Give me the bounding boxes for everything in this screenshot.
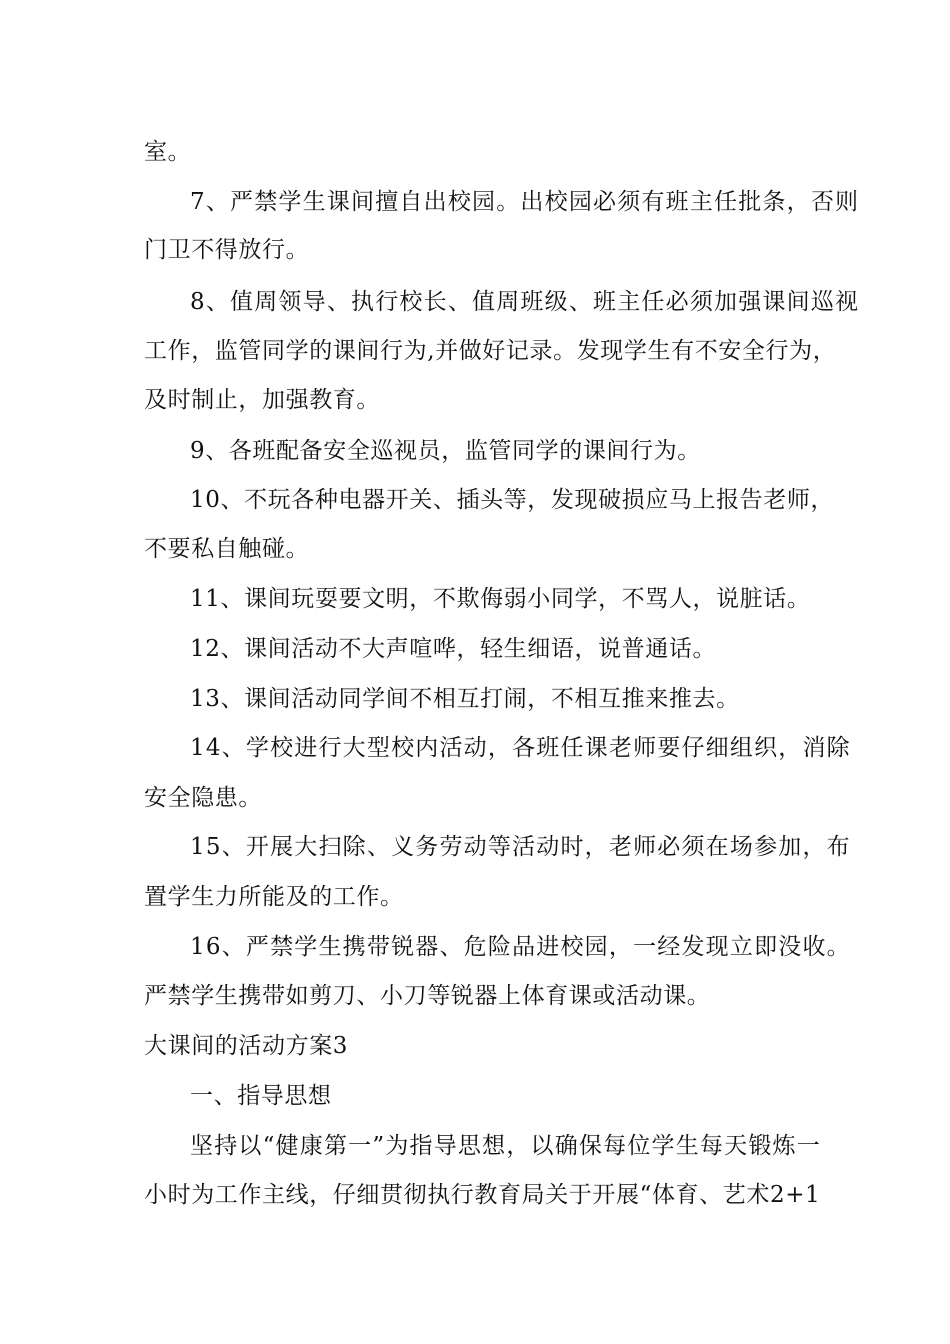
- text-line-4: 8、值周领导、执行校长、值周班级、班主任必须加强课间巡视: [190, 289, 860, 315]
- text-line-5: 工作，监管同学的课间行为,并做好记录。发现学生有不安全行为，: [144, 338, 837, 364]
- text-line-14: 安全隐患。: [144, 785, 262, 811]
- text-line-10: 11、课间玩耍要文明，不欺侮弱小同学，不骂人，说脏话。: [190, 586, 811, 612]
- subsection-heading: 一、指导思想: [190, 1083, 332, 1109]
- text-line-15: 15、开展大扫除、义务劳动等活动时，老师必须在场参加，布: [190, 834, 851, 860]
- text-line-6: 及时制止，加强教育。: [144, 387, 380, 413]
- text-line-16: 置学生力所能及的工作。: [144, 884, 404, 910]
- text-line-12: 13、课间活动同学间不相互打闹，不相互推来推去。: [190, 686, 740, 712]
- section-heading: 大课间的活动方案3: [144, 1033, 349, 1059]
- text-line-11: 12、课间活动不大声喧哗，轻生细语，说普通话。: [190, 636, 717, 662]
- text-line-1: 室。: [144, 139, 192, 165]
- text-line-8: 10、不玩各种电器开关、插头等，发现破损应马上报告老师，: [190, 487, 835, 513]
- text-line-2: 7、严禁学生课间擅自出校园。出校园必须有班主任批条，否则: [190, 189, 860, 215]
- text-line-18: 严禁学生携带如剪刀、小刀等锐器上体育课或活动课。: [144, 983, 711, 1009]
- text-line-17: 16、严禁学生携带锐器、危险品进校园，一经发现立即没收。: [190, 934, 851, 960]
- text-line-22: 小时为工作主线，仔细贯彻执行教育局关于开展“体育、艺术2+1: [144, 1182, 821, 1208]
- text-line-21: 坚持以“健康第一”为指导思想，以确保每位学生每天锻炼一: [190, 1133, 821, 1159]
- text-line-3: 门卫不得放行。: [144, 237, 310, 263]
- text-line-13: 14、学校进行大型校内活动，各班任课老师要仔细组织，消除: [190, 735, 851, 761]
- text-line-7: 9、各班配备安全巡视员，监管同学的课间行为。: [190, 438, 701, 464]
- text-line-9: 不要私自触碰。: [144, 536, 310, 562]
